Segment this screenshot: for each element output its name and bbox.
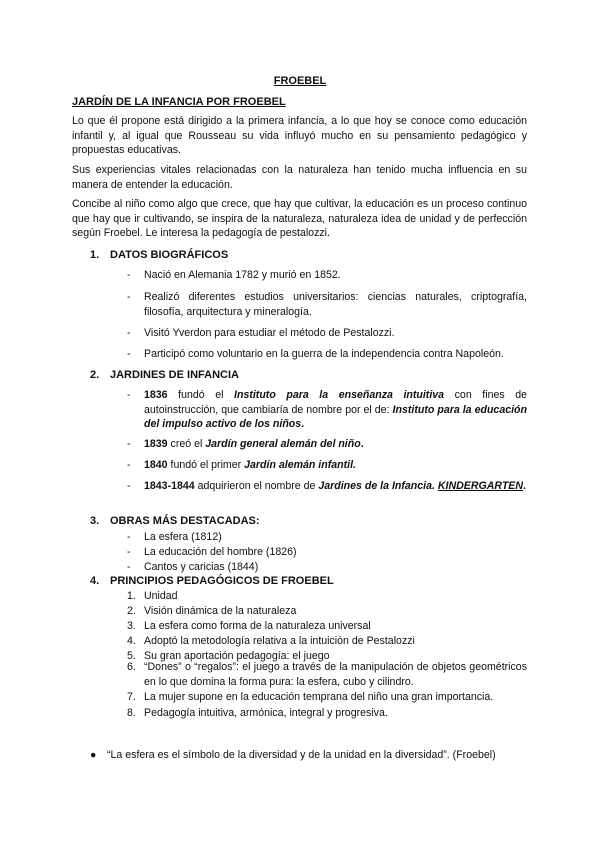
- list-item: 8. Pedagogía intuitiva, armónica, integral y progresiva.: [127, 707, 388, 719]
- section-heading: 2. JARDINES DE INFANCIA: [90, 369, 239, 381]
- list-item: 6. “Dones” o “regalos”: el juego a través de la manipulación de objetos geométricos en lo que domina la forma pura: la esfera, cubo y cilindro.: [127, 661, 527, 688]
- list-item: - 1836 fundó el Instituto para la enseñanza intuitiva con fines de autoinstrucción, que cambiaría de nombre por el de: Instituto para la educación del impulso activo de los niños.: [127, 389, 527, 431]
- paragraph: Concibe al niño como algo que crece, que hay que cultivar, la educación es un proceso continuo que hay que ir cultivando, se inspira de la naturaleza, naturaleza idea de unidad y de perfección según Froebel. Le interesa la pedagogía de pestalozzi.: [72, 198, 527, 240]
- subtitle: JARDÍN DE LA INFANCIA POR FROEBEL: [72, 96, 286, 108]
- list-item: - Realizó diferentes estudios universitarios: ciencias naturales, criptografía, filosofía, arquitectura y mineralogía.: [127, 291, 527, 318]
- list-item: 1. Unidad: [127, 590, 178, 602]
- list-item: 7. La mujer supone en la educación temprana del niño una gran importancia.: [127, 691, 494, 703]
- list-item: - La esfera (1812): [127, 531, 222, 543]
- list-item: - 1843-1844 adquirieron el nombre de Jardines de la Infancia. KINDERGARTEN.: [127, 480, 526, 492]
- list-item: 2. Visión dinámica de la naturaleza: [127, 605, 297, 617]
- list-item: - La educación del hombre (1826): [127, 546, 297, 558]
- list-item: 4. Adoptó la metodología relativa a la intuición de Pestalozzi: [127, 635, 415, 647]
- list-item: - 1840 fundó el primer Jardín alemán infantil.: [127, 459, 356, 471]
- paragraph: Lo que él propone está dirigido a la primera infancia, a lo que hoy se conoce como educación infantil y, al igual que Rousseau su vida influyó mucho en su pensamiento pedagógico y propuestas educativas.: [72, 115, 527, 157]
- quote-text: “La esfera es el símbolo de la diversidad y de la unidad en la diversidad”. (Froebel): [107, 749, 496, 761]
- list-item: - Visitó Yverdon para estudiar el método de Pestalozzi.: [127, 327, 395, 339]
- bullet-icon: ●: [90, 749, 97, 761]
- section-heading: 1. DATOS BIOGRÁFICOS: [90, 249, 229, 261]
- list-item: - Participó como voluntario en la guerra de la independencia contra Napoleón.: [127, 348, 504, 360]
- list-item: - Cantos y caricias (1844): [127, 561, 259, 573]
- quote: [90, 748, 496, 763]
- page-title: FROEBEL: [273, 75, 327, 87]
- list-item: - 1839 creó el Jardín general alemán del niño.: [127, 438, 364, 450]
- list-item: 3. La esfera como forma de la naturaleza universal: [127, 620, 371, 632]
- paragraph: Sus experiencias vitales relacionadas con la naturaleza han tenido mucha influencia en su manera de entender la educación.: [72, 164, 527, 191]
- list-item: - Nació en Alemania 1782 y murió en 1852.: [127, 269, 341, 281]
- section-heading: 3. OBRAS MÁS DESTACADAS:: [90, 515, 260, 527]
- list-item: 5. Su gran aportación pedagogía: el juego: [127, 650, 330, 662]
- section-heading: 4. PRINCIPIOS PEDAGÓGICOS DE FROEBEL: [90, 575, 334, 587]
